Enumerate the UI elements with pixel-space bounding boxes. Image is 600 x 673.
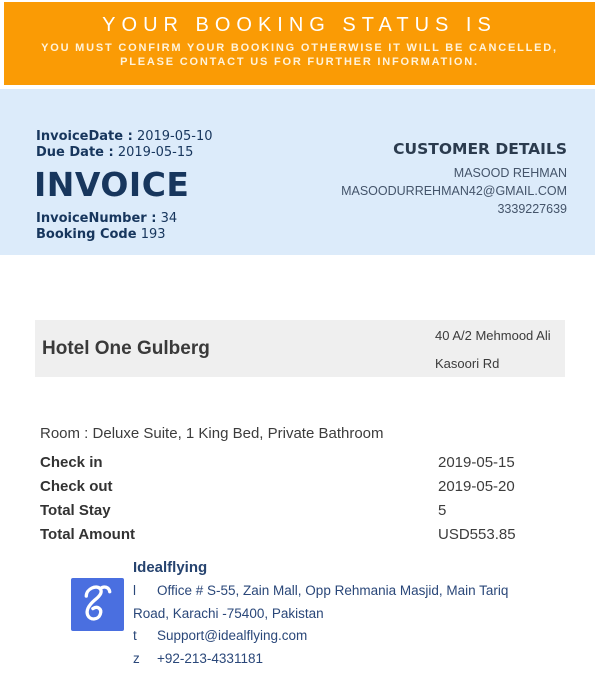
check-out-label: Check out [40,478,113,495]
footer-email-line [133,625,547,648]
banner-title: YOUR BOOKING STATUS IS [102,14,497,36]
booking-code-label: Booking Code [36,227,137,242]
hotel-address [435,320,565,378]
customer-phone: 3339227639 [497,202,567,216]
booking-code-value: 193 [140,227,166,242]
invoice-number-value: 34 [160,211,178,226]
footer-phone-line [133,648,547,671]
room-description: Room : Deluxe Suite, 1 King Bed, Private Bathroom [40,425,384,442]
check-in-label: Check in [40,454,103,471]
booking-code-line [36,227,213,243]
customer-name: MASOOD REHMAN [453,166,567,180]
address-prefix-glyph: l [133,583,136,598]
table-row [40,475,565,499]
customer-details-heading: CUSTOMER DETAILS [393,140,567,158]
hotel-address-line2: Kasoori Rd [435,355,500,371]
hotel-name: Hotel One Gulberg [42,337,210,359]
total-stay-value: 5 [438,502,447,519]
invoice-header-panel [0,89,595,255]
footer-address-part2: Road, Karachi -75400, Pakistan [133,605,324,621]
company-footer [0,558,600,670]
booking-details [40,424,565,547]
due-date-line [36,145,213,161]
invoice-title: INVOICE [34,165,190,204]
invoice-number-line [36,211,213,227]
phone-prefix-glyph: z [133,650,140,666]
invoice-meta [36,129,213,255]
invoice-date-value: 2019-05-10 [136,129,213,144]
total-stay-label: Total Stay [40,502,111,519]
footer-address-part1: Office # S-55, Zain Mall, Opp Rehmania Masjid, Main Tariq [157,583,509,598]
footer-text [133,558,547,670]
table-row [40,451,565,475]
invoice-email [0,2,600,673]
due-date-value: 2019-05-15 [117,145,194,160]
banner-subtitle: YOU MUST CONFIRM YOUR BOOKING OTHERWISE IT WILL BE CANCELLED, PLEASE CONTACT US FOR FURTHER INFORMATION. [41,42,558,68]
booking-status-banner [4,2,595,85]
email-prefix-glyph: t [133,628,137,643]
idealflying-logo-icon [76,580,120,629]
table-row [40,523,565,547]
customer-details [341,129,567,255]
footer-address-line [133,603,547,626]
table-row [40,499,565,523]
footer-phone-number: +92-213-4331181 [157,650,263,666]
check-in-value: 2019-05-15 [438,454,515,471]
support-email-link[interactable]: Support@idealflying.com [157,628,308,643]
check-out-value: 2019-05-20 [438,478,515,495]
due-date-label: Due Date : [36,145,114,160]
total-amount-value: USD553.85 [438,526,516,543]
footer-address-line [133,580,547,603]
invoice-date-label: InvoiceDate : [36,129,133,144]
idealflying-logo [71,578,124,631]
company-name: Idealflying [133,559,208,576]
customer-email: MASOODURREHMAN42@GMAIL.COM [341,184,567,198]
total-amount-label: Total Amount [40,526,135,543]
invoice-number-label: InvoiceNumber : [36,211,157,226]
hotel-band [35,320,565,377]
hotel-address-line1: 40 A/2 Mehmood Ali [435,327,551,343]
invoice-date-line [36,129,213,145]
